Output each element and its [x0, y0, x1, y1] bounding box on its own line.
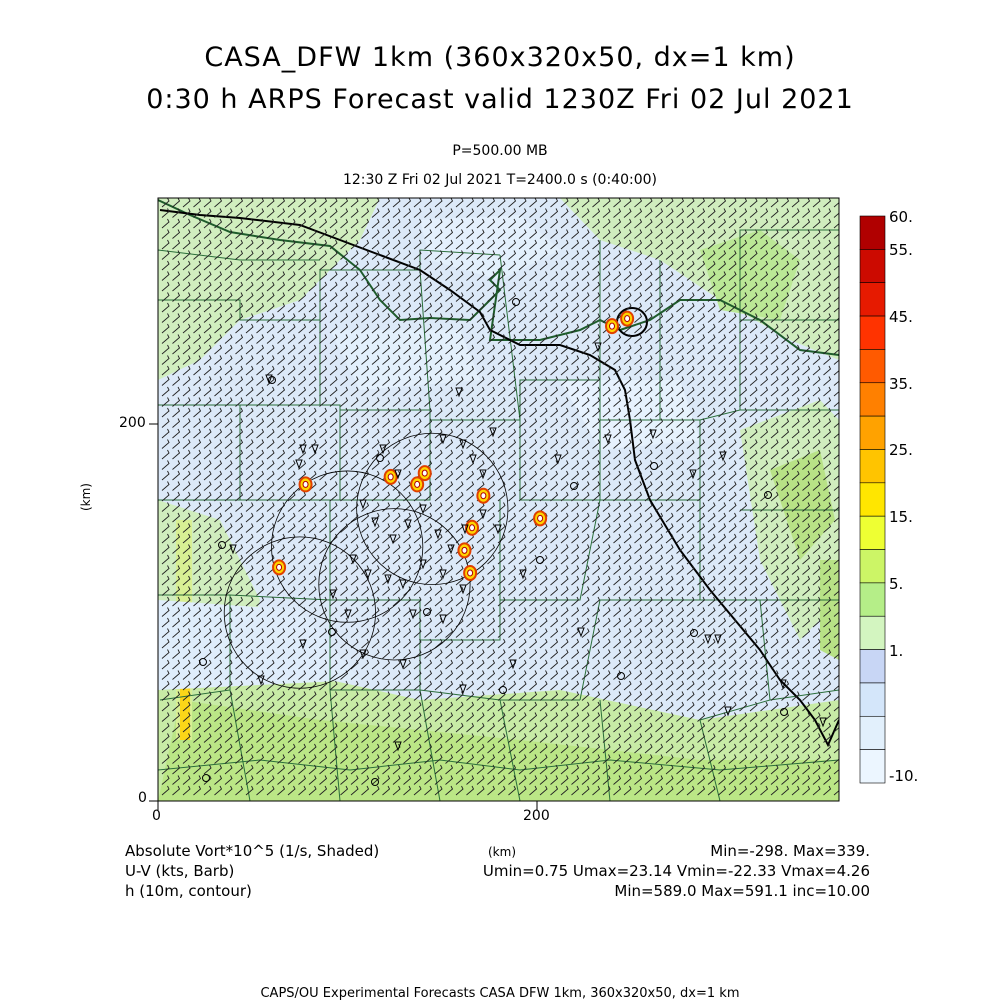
vorticity-cell-4 — [477, 489, 489, 503]
title-line-1: CASA_DFW 1km (360x320x50, dx=1 km) — [204, 42, 796, 73]
vorticity-cell-8 — [464, 566, 476, 580]
colorbar-label-16: -10. — [889, 767, 919, 785]
field-height-label: h (10m, contour) — [125, 882, 252, 900]
colorbar-swatch-9 — [860, 516, 885, 549]
colorbar-swatch-2 — [860, 283, 885, 316]
colorbar-swatch-10 — [860, 550, 885, 583]
vorticity-cell-0 — [300, 477, 312, 491]
y-axis-unit: (km) — [79, 482, 94, 512]
colorbar-label-9: 15. — [889, 508, 913, 527]
vorticity-cell-9 — [273, 560, 285, 574]
vorticity-cell-5 — [534, 511, 546, 525]
y-tick-0: 0 — [138, 790, 147, 806]
field-wind-label: U-V (kts, Barb) — [125, 862, 235, 880]
footer-x-unit: (km) — [488, 845, 517, 859]
colorbar-swatch-0 — [860, 216, 885, 249]
vorticity-cell-11 — [621, 312, 633, 326]
colorbar-label-0: 60. — [889, 208, 913, 226]
colorbar-swatch-13 — [860, 650, 885, 683]
colorbar-label-11: 5. — [889, 574, 904, 593]
colorbar-swatch-11 — [860, 583, 885, 616]
colorbar-label-7: 25. — [889, 441, 913, 460]
colorbar-swatch-12 — [860, 616, 885, 649]
pressure-level: P=500.00 MB — [452, 143, 548, 159]
title-line-2: 0:30 h ARPS Forecast valid 1230Z Fri 02 Jul 2021 — [146, 84, 854, 115]
colorbar-swatch-16 — [860, 750, 885, 783]
colorbar-swatch-5 — [860, 383, 885, 416]
colorbar-swatch-6 — [860, 416, 885, 449]
vorticity-cell-1 — [385, 470, 397, 484]
credit-line: CAPS/OU Experimental Forecasts CASA DFW 1km, 360x320x50, dx=1 km — [260, 986, 740, 1001]
colorbar-swatch-8 — [860, 483, 885, 516]
colorbar-swatch-4 — [860, 349, 885, 382]
vorticity-cell-10 — [606, 319, 618, 333]
vorticity-cell-7 — [458, 543, 470, 557]
vorticity-cell-6 — [466, 521, 478, 535]
valid-time: 12:30 Z Fri 02 Jul 2021 T=2400.0 s (0:40:00) — [342, 172, 657, 188]
colorbar-label-13: 1. — [889, 641, 904, 660]
colorbar-label-5: 35. — [889, 374, 913, 393]
y-tick-200: 200 — [119, 415, 146, 431]
plot-area — [158, 198, 841, 801]
colorbar-swatch-7 — [860, 449, 885, 482]
colorbar-label-3: 45. — [889, 308, 913, 327]
field-wind-stats: Umin=0.75 Umax=23.14 Vmin=-22.33 Vmax=4.26 — [482, 862, 870, 880]
x-tick-0: 0 — [152, 808, 161, 824]
colorbar-swatch-14 — [860, 683, 885, 716]
colorbar-swatch-3 — [860, 316, 885, 349]
colorbar-swatch-1 — [860, 249, 885, 282]
x-tick-200: 200 — [523, 808, 550, 824]
vorticity-cell-3 — [419, 466, 431, 480]
colorbar — [860, 216, 885, 783]
field-height-stats: Min=589.0 Max=591.1 inc=10.00 — [614, 882, 870, 900]
colorbar-label-1: 55. — [889, 241, 913, 260]
colorbar-swatch-15 — [860, 716, 885, 749]
field-vorticity-stats: Min=-298. Max=339. — [710, 842, 870, 860]
field-vorticity-label: Absolute Vort*10^5 (1/s, Shaded) — [125, 842, 380, 860]
